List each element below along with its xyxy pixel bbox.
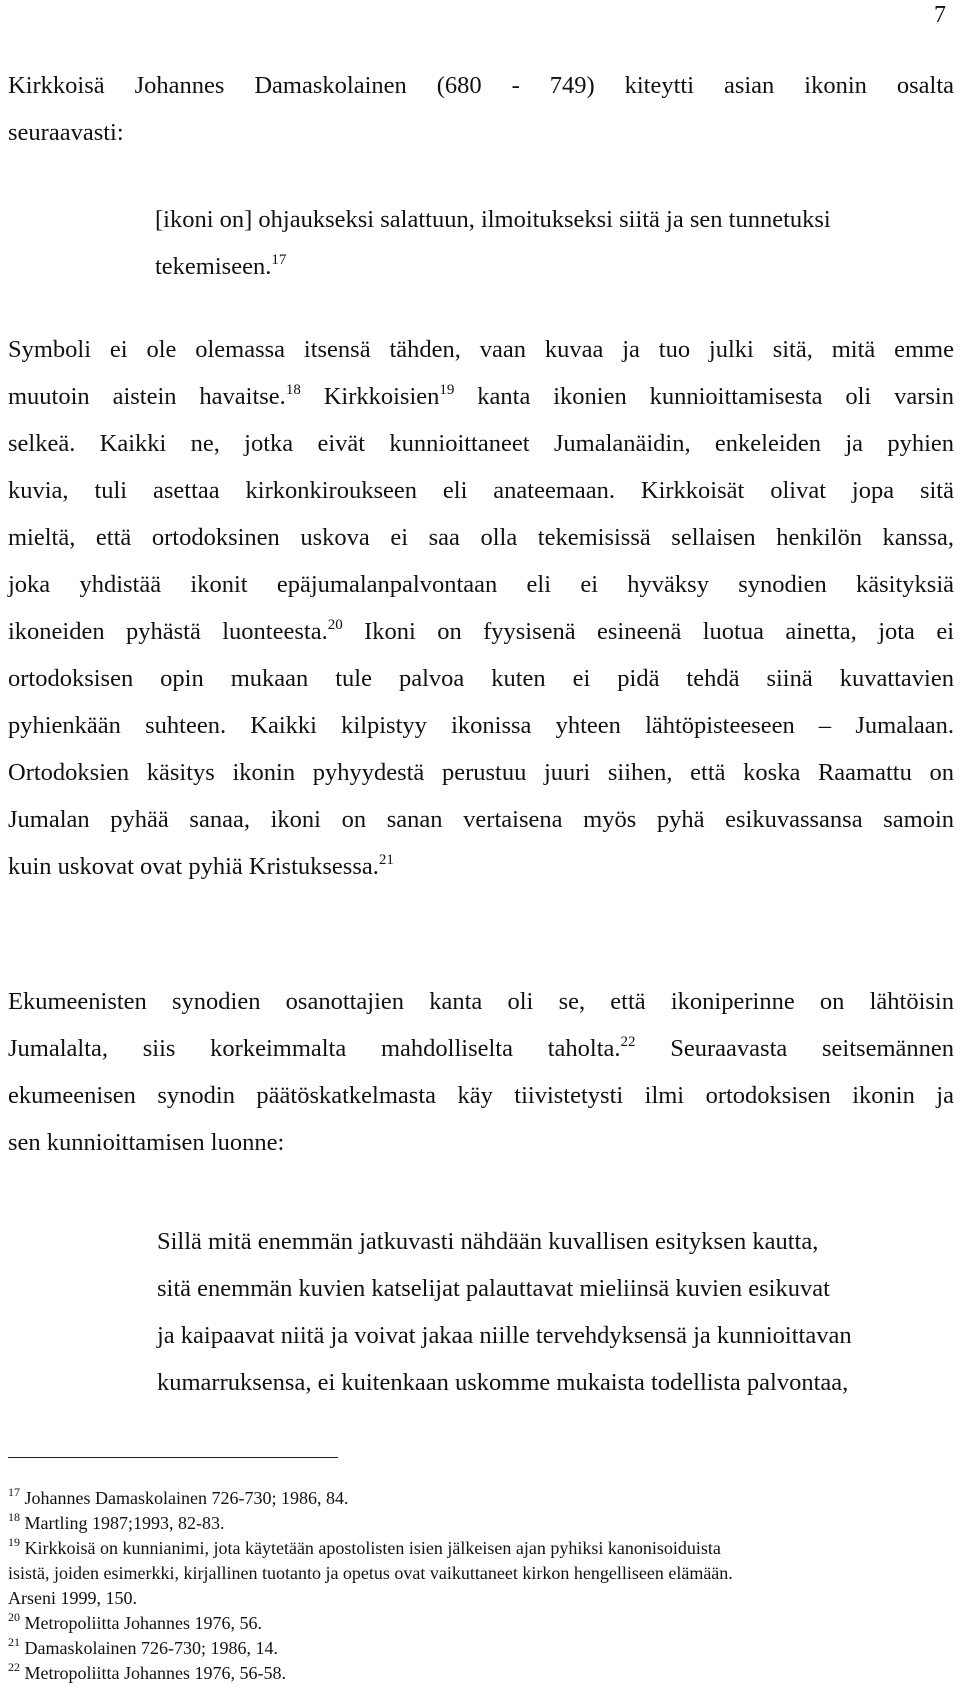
footnote-text: Kirkkoisä on kunnianimi, jota käytetään apostolisten isien jälkeisen ajan pyhiksi kanonisoiduista <box>24 1538 721 1558</box>
text-line: seuraavasti: <box>8 119 124 146</box>
text-line: kuvia, tuli asettaa kirkonkiroukseen eli anateemaan. Kirkkoisät olivat jopa sitä <box>8 477 954 504</box>
footnote-19 <box>8 1536 954 1561</box>
block-quote-damascene <box>155 196 905 290</box>
page-number: 7 <box>934 2 946 28</box>
footnote-ref-17: 17 <box>271 252 287 268</box>
paragraph-intro <box>8 62 954 156</box>
footnote-ref-19: 19 <box>439 382 455 398</box>
text-line: ortodoksisen opin mukaan tule palvoa kuten ei pidä tehdä siinä kuvattavien <box>8 665 954 692</box>
footnote-text: Damaskolainen 726-730; 1986, 14. <box>24 1638 278 1658</box>
text-line: Symboli ei ole olemassa itsensä tähden, vaan kuvaa ja tuo julki sitä, mitä emme <box>8 336 954 363</box>
text-line: Ekumeenisten synodien osanottajien kanta oli se, että ikoniperinne on lähtöisin <box>8 988 954 1015</box>
footnote-number: 22 <box>8 1660 20 1674</box>
text-line: ekumeenisen synodin päätöskatkelmasta käy tiivistetysti ilmi ortodoksisen ikonin ja <box>8 1082 954 1109</box>
quote-line: sitä enemmän kuvien katselijat palauttavat mieliinsä kuvien esikuvat <box>157 1275 830 1302</box>
text-span: Jumalalta, siis korkeimmalta mahdolliselta taholta. <box>8 1035 621 1062</box>
text-span: Ikoni on fyysisenä esineenä luotua ainetta, jota ei <box>342 618 955 645</box>
quote-line: Sillä mitä enemmän jatkuvasti nähdään kuvallisen esityksen kautta, <box>157 1228 819 1255</box>
footnote-22 <box>8 1661 954 1686</box>
footnote-18 <box>8 1511 954 1536</box>
footnote-number: 20 <box>8 1610 20 1624</box>
footnote-number: 17 <box>8 1485 20 1499</box>
text-span: ikoneiden pyhästä luonteesta. <box>8 618 328 645</box>
text-line <box>8 1025 954 1072</box>
quote-text: tekemiseen. <box>155 253 272 280</box>
footnote-17 <box>8 1486 954 1511</box>
footnote-ref-18: 18 <box>285 382 301 398</box>
text-span: Seuraavasta seitsemännen <box>635 1035 954 1062</box>
text-line <box>8 608 954 655</box>
footnote-21 <box>8 1636 954 1661</box>
text-line: mieltä, että ortodoksinen uskova ei saa olla tekemisissä sellaisen henkilön kanssa, <box>8 524 954 551</box>
block-quote-synod <box>157 1218 947 1406</box>
footnote-number: 18 <box>8 1510 20 1524</box>
footnotes <box>8 1486 954 1686</box>
text-line: joka yhdistää ikonit epäjumalanpalvontaan eli ei hyväksy synodien käsityksiä <box>8 571 954 598</box>
footnote-ref-20: 20 <box>327 617 343 633</box>
quote-line: kumarruksensa, ei kuitenkaan uskomme mukaista todellista palvontaa, <box>157 1369 849 1396</box>
text-span: muutoin aistein havaitse. <box>8 383 286 410</box>
footnote-ref-22: 22 <box>620 1034 636 1050</box>
paragraph-synods <box>8 978 954 1166</box>
text-line: Ortodoksien käsitys ikonin pyhyydestä perustuu juuri siihen, että koska Raamattu on <box>8 759 954 786</box>
footnote-text: Martling 1987;1993, 82-83. <box>24 1513 225 1533</box>
text-span: kuin uskovat ovat pyhiä Kristuksessa. <box>8 853 379 880</box>
text-line: Jumalan pyhää sanaa, ikoni on sanan vertaisena myös pyhä esikuvassansa samoin <box>8 806 954 833</box>
footnote-20 <box>8 1611 954 1636</box>
text-span: kanta ikonien kunnioittamisesta oli varsin <box>454 383 954 410</box>
footnote-text: Johannes Damaskolainen 726-730; 1986, 84. <box>24 1488 349 1508</box>
footnote-19-cont: isistä, joiden esimerkki, kirjallinen tuotanto ja opetus ovat vaikuttaneet kirkon hengelliseen elämään. <box>8 1563 733 1583</box>
quote-line: [ikoni on] ohjaukseksi salattuun, ilmoitukseksi siitä ja sen tunnetuksi <box>155 206 831 233</box>
paragraph-symbol <box>8 326 954 890</box>
quote-line <box>155 243 905 290</box>
footnote-19-source: Arseni 1999, 150. <box>8 1588 137 1608</box>
footnote-ref-21: 21 <box>378 852 394 868</box>
text-line <box>8 843 954 890</box>
footnote-number: 21 <box>8 1635 20 1649</box>
text-line: pyhienkään suhteen. Kaikki kilpistyy ikonissa yhteen lähtöpisteeseen – Jumalaan. <box>8 712 954 739</box>
text-line: selkeä. Kaikki ne, jotka eivät kunnioittaneet Jumalanäidin, enkeleiden ja pyhien <box>8 430 954 457</box>
footnote-number: 19 <box>8 1535 20 1549</box>
text-line <box>8 373 954 420</box>
footnote-separator <box>8 1457 338 1458</box>
text-line: Kirkkoisä Johannes Damaskolainen (680 - 749) kiteytti asian ikonin osalta <box>8 72 954 99</box>
footnote-text: Metropoliitta Johannes 1976, 56. <box>24 1613 262 1633</box>
quote-line: ja kaipaavat niitä ja voivat jakaa niille tervehdyksensä ja kunnioittavan <box>157 1322 852 1349</box>
footnote-text: Metropoliitta Johannes 1976, 56-58. <box>24 1663 286 1683</box>
text-line: sen kunnioittamisen luonne: <box>8 1129 285 1156</box>
text-span: Kirkkoisien <box>300 383 440 410</box>
